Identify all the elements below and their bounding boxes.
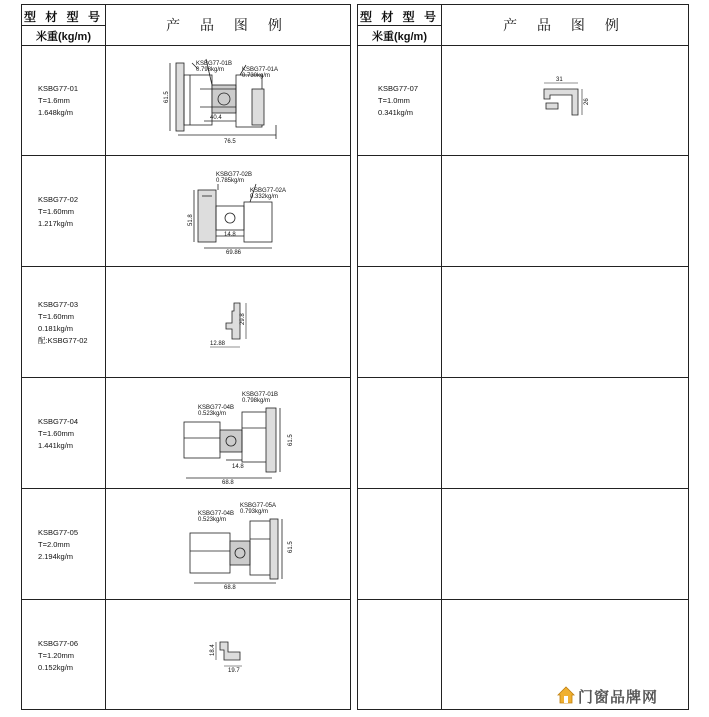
model-code: KSBG77-04 — [38, 417, 79, 426]
spec-cell — [22, 45, 106, 155]
callout-label: KSBG77-01B — [242, 392, 279, 398]
table-row — [22, 600, 350, 710]
spec-cell — [358, 156, 442, 266]
callout-label: KSBG77-01B — [196, 61, 233, 67]
model-code: KSBG77-03 — [38, 300, 79, 309]
profile-drawing — [106, 267, 351, 377]
callout-weight: 0.785kg/m — [216, 178, 245, 184]
dimension-label: 14.8 — [232, 464, 244, 470]
model-code: KSBG77-06 — [38, 639, 79, 648]
profile-drawing — [106, 489, 351, 599]
header-weight-label: 米重(kg/m) — [36, 31, 91, 43]
dimension-label: 18.4 — [210, 644, 216, 656]
callout-label: KSBG77-05A — [240, 503, 277, 509]
profile-drawing — [442, 45, 689, 155]
callout-label: KSBG77-04B — [198, 511, 235, 517]
dimension-label: 31 — [556, 77, 563, 83]
table-row — [358, 378, 688, 489]
callout-label: KSBG77-02B — [216, 172, 253, 178]
drawing-cell — [442, 45, 688, 155]
watermark-text: 门窗品牌网 — [578, 689, 659, 706]
callout-weight: 0.332kg/m — [250, 194, 279, 200]
table-header — [22, 5, 350, 46]
right-catalog-table — [357, 4, 689, 710]
table-row — [358, 45, 688, 156]
dimension-label: 69.86 — [226, 250, 242, 256]
thickness: T=1.60mm — [38, 207, 75, 216]
callout-label: KSBG77-04B — [198, 405, 235, 411]
dimension-label: 12.88 — [210, 341, 226, 347]
weight: 0.341kg/m — [378, 108, 414, 117]
dimension-label: 26 — [584, 98, 590, 105]
dimension-label: 76.5 — [224, 139, 236, 145]
header-illustration-label: 产 品 图 例 — [503, 17, 627, 33]
drawing-cell — [106, 489, 350, 599]
dimension-label: 61.5 — [288, 541, 294, 553]
spec-cell — [22, 378, 106, 488]
spec-cell — [358, 267, 442, 377]
watermark-logo — [556, 685, 686, 705]
callout-weight: 0.730kg/m — [242, 73, 271, 79]
profile-drawing — [106, 156, 351, 266]
profile-drawing — [106, 378, 351, 488]
weight: 2.194kg/m — [38, 552, 74, 561]
weight: 0.152kg/m — [38, 663, 74, 672]
drawing-cell — [106, 600, 350, 710]
callout-weight: 0.798kg/m — [242, 398, 271, 404]
table-row — [358, 156, 688, 267]
model-code: KSBG77-05 — [38, 528, 79, 537]
pairs-with: 配:KSBG77-02 — [38, 336, 88, 345]
callout-label: KSBG77-01A — [242, 67, 279, 73]
dimension-label: 29.8 — [240, 313, 246, 325]
dimension-label: 51.8 — [188, 214, 194, 226]
callout-weight: 0.793kg/m — [240, 509, 269, 515]
dimension-label: 19.7 — [228, 668, 240, 674]
drawing-cell — [106, 45, 350, 155]
thickness: T=1.6mm — [38, 96, 70, 105]
spec-cell — [22, 600, 106, 710]
dimension-label: 68.8 — [224, 585, 236, 591]
model-code: KSBG77-07 — [378, 84, 419, 93]
thickness: T=1.0mm — [378, 96, 410, 105]
spec-cell — [358, 489, 442, 599]
spec-cell — [22, 156, 106, 266]
dimension-label: 68.8 — [222, 480, 234, 486]
callout-weight: 0.798kg/m — [196, 67, 225, 73]
dimension-label: 61.5 — [164, 91, 170, 103]
thickness: T=2.0mm — [38, 540, 70, 549]
header-model-cell — [22, 5, 106, 45]
callout-label: KSBG77-02A — [250, 188, 287, 194]
header-model-label: 型 材 型 号 — [23, 10, 103, 24]
weight: 1.217kg/m — [38, 219, 74, 228]
house-icon — [556, 685, 576, 705]
profile-drawing — [106, 45, 351, 155]
spec-cell — [358, 45, 442, 155]
model-code: KSBG77-01 — [38, 84, 79, 93]
callout-weight: 0.523kg/m — [198, 517, 227, 523]
header-weight-label: 米重(kg/m) — [372, 31, 427, 43]
thickness: T=1.60mm — [38, 429, 75, 438]
drawing-cell — [106, 378, 350, 488]
drawing-cell — [106, 156, 350, 266]
weight: 1.648kg/m — [38, 108, 74, 117]
header-model-label: 型 材 型 号 — [359, 10, 439, 24]
thickness: T=1.60mm — [38, 312, 75, 321]
table-row — [22, 267, 350, 378]
weight: 0.181kg/m — [38, 324, 74, 333]
callout-weight: 0.523kg/m — [198, 411, 227, 417]
spec-cell — [358, 600, 442, 710]
header-model-cell — [358, 5, 442, 45]
dimension-label: 14.8 — [224, 232, 236, 238]
dimension-label: 61.5 — [288, 434, 294, 446]
table-row — [22, 156, 350, 267]
spec-cell — [358, 378, 442, 488]
table-row — [358, 489, 688, 600]
header-illustration-label: 产 品 图 例 — [166, 17, 290, 33]
profile-drawing — [106, 600, 351, 710]
spec-cell — [22, 489, 106, 599]
table-row — [22, 489, 350, 600]
left-catalog-table — [21, 4, 351, 710]
table-row — [22, 45, 350, 156]
drawing-cell — [106, 267, 350, 377]
table-row — [358, 267, 688, 378]
table-row — [22, 378, 350, 489]
weight: 1.441kg/m — [38, 441, 74, 450]
thickness: T=1.20mm — [38, 651, 75, 660]
table-header — [358, 5, 688, 46]
spec-cell — [22, 267, 106, 377]
model-code: KSBG77-02 — [38, 195, 79, 204]
dimension-label: 40.4 — [210, 115, 222, 121]
